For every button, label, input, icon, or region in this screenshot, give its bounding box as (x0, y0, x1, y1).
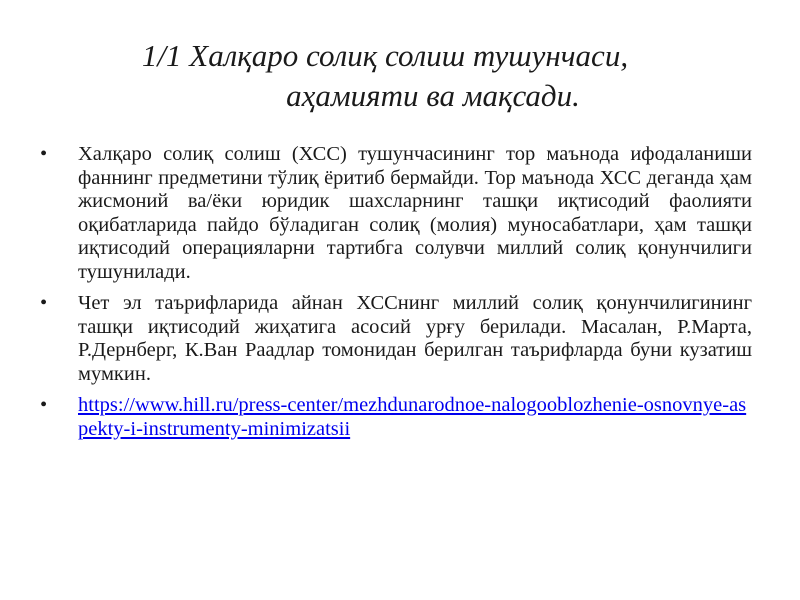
bullet-icon: • (40, 292, 48, 314)
bullet-list (40, 143, 752, 441)
slide-title (60, 36, 740, 116)
bullet-item-3 (40, 394, 752, 441)
slide-title-line-2: аҳамияти ва мақсади. (286, 78, 580, 113)
bullet-item-1 (40, 143, 752, 284)
bullet-icon: • (40, 394, 48, 416)
bullet-item-2 (40, 292, 752, 386)
bullet-text: Чет эл таърифларида айнан ХССнинг миллий солиқ қонунчилигининг ташқи иқтисодий жиҳатига асосий урғу берилади. Масалан, Р.Марта, Р.Дернберг, К.Ван Раадлар томонидан берилган таърифларда буни кузатиш мумкин. (78, 292, 752, 385)
bullet-text: Халқаро солиқ солиш (ХСС) тушунчасининг тор маънода ифодаланиши фаннинг предметини тўлиқ ёритиб бермайди. Тор маънода ХСС деганда ҳам жисмоний ва/ёки юридик шахсларнинг ташқи иқтисодий фаолияти оқибатларида пайдо бўладиган солиқ (молия) муносабатлари, ҳам ташқи иқтисодий операцияларни тартибга солувчи миллий солиқ қонунчилиги тушунилади. (78, 143, 752, 283)
slide-content (40, 143, 752, 449)
source-link[interactable]: https://www.hill.ru/press-center/mezhdunarodnoe-nalogooblozhenie-osnovnye-aspekty-i-instrumenty-minimizatsii (78, 394, 747, 440)
slide-title-line-1: 1/1 Халқаро солиқ солиш тушунчаси, (141, 38, 629, 73)
bullet-icon: • (40, 143, 48, 165)
